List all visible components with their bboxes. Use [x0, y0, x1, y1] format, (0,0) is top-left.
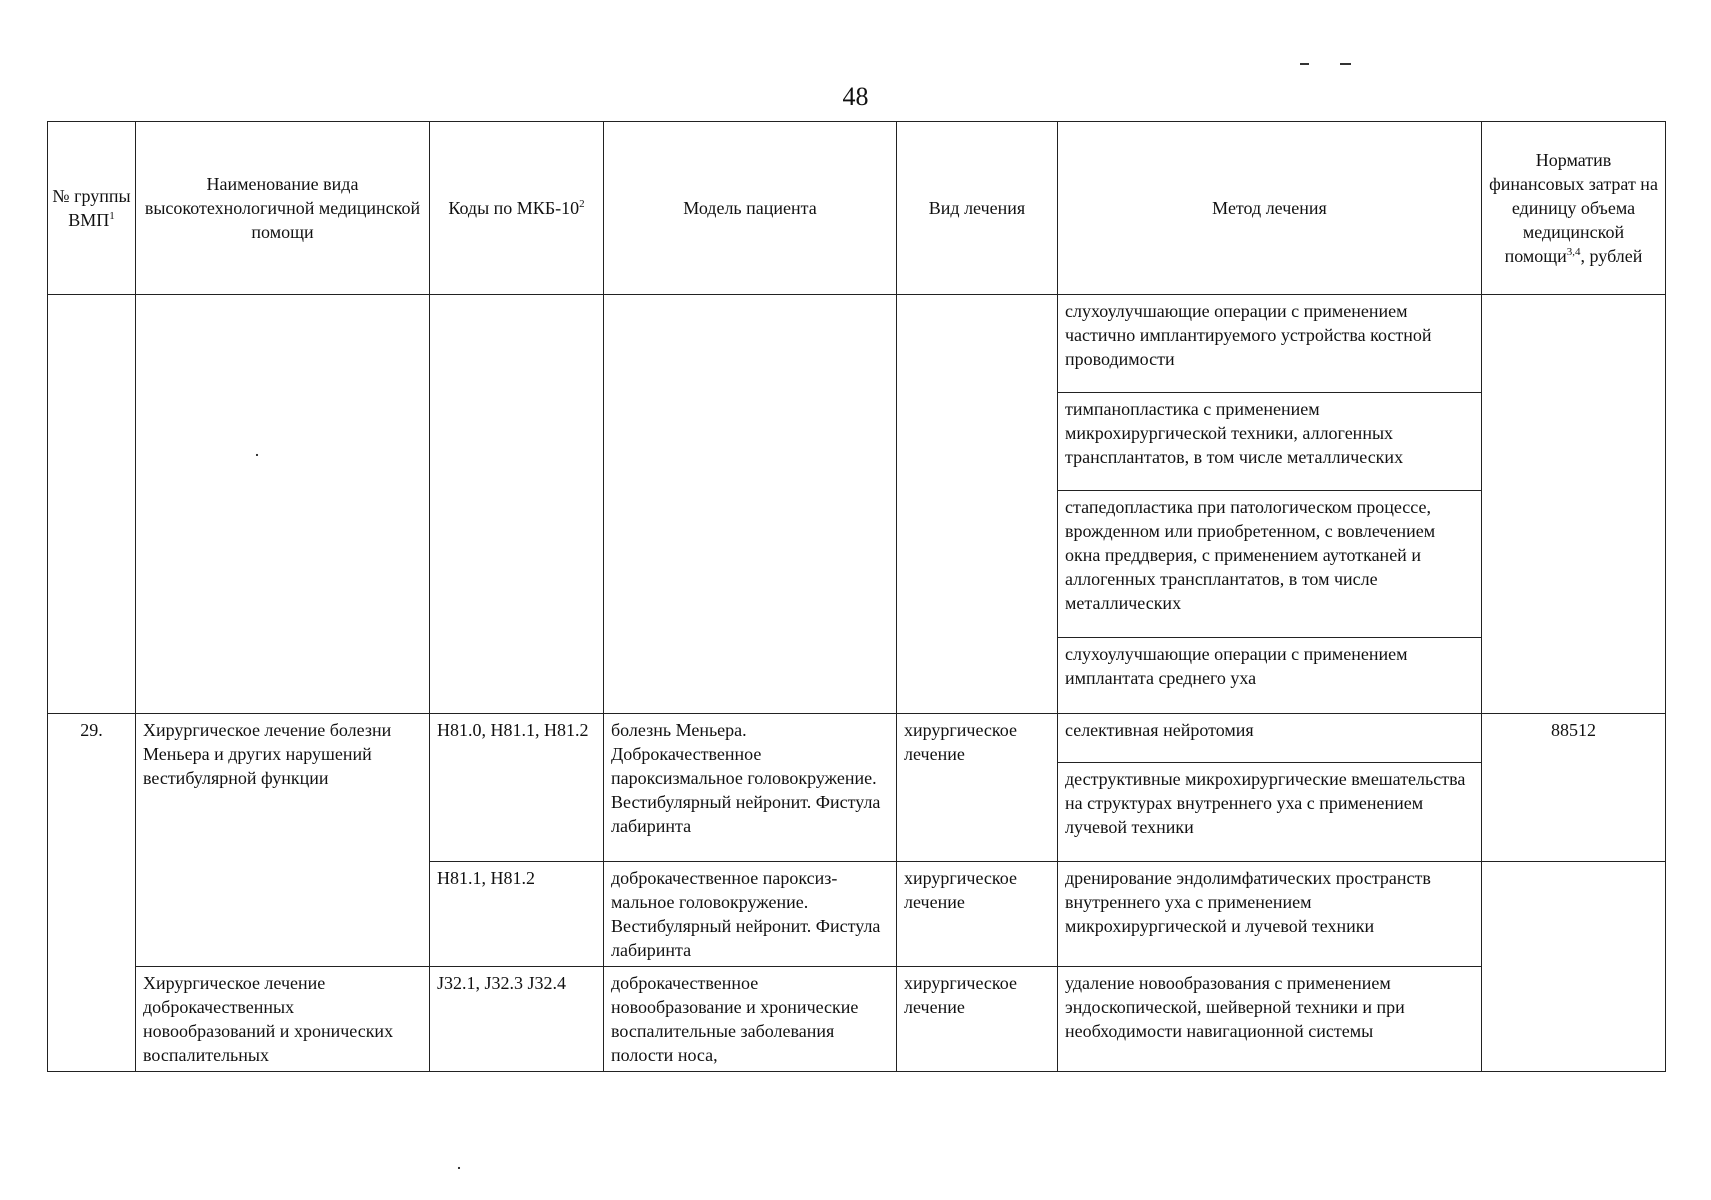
group-number: 29.: [48, 714, 136, 1072]
icd-codes: J32.1, J32.3 J32.4: [430, 967, 604, 1072]
method-cell: слухоулучшающие операции с применением частично имплантируемого устройства костной проводимости: [1058, 295, 1482, 393]
vmp-name: Хирургическое лечение болезни Меньера и других нарушений вестибулярной функции: [136, 714, 430, 967]
treatment-type: хирургическое лечение: [897, 967, 1058, 1072]
icd-codes: H81.1, H81.2: [430, 862, 604, 967]
scan-mark: [1340, 63, 1351, 65]
method-cell: слухоулучшающие операции с применением имплантата среднего уха: [1058, 638, 1482, 714]
treatment-type: хирургическое лечение: [897, 714, 1058, 862]
icd-codes: H81.0, H81.1, H81.2: [430, 714, 604, 862]
scan-mark: [1300, 63, 1309, 65]
header-codes: Коды по МКБ-$10^2$: [430, 122, 604, 295]
table-row: [48, 967, 1666, 1072]
table-row: [48, 714, 1666, 763]
method-cell: стапедопластика при патологическом процессе, врожденном или приобретенном, с вовлечением окна преддверия, с применением аутотканей и аллогенных трансплантатов, в том числе металлических: [1058, 491, 1482, 638]
header-model: Модель пациента: [604, 122, 897, 295]
header-norm: Норматив финансовых затрат на единицу объема медицинской помощи$^{3,4}$, рублей: [1482, 122, 1666, 295]
scan-dot: ·: [456, 1158, 462, 1178]
method-cell: деструктивные микрохирургические вмешательства на структурах внутреннего уха с применением лучевой техники: [1058, 763, 1482, 862]
page-number: 48: [842, 82, 869, 111]
norm-value: 88512: [1482, 714, 1666, 862]
header-method: Метод лечения: [1058, 122, 1482, 295]
scan-dot: ·: [254, 445, 260, 465]
table-header-row: [48, 122, 1666, 295]
header-name: Наименование вида высокотехнологичной медицинской помощи: [136, 122, 430, 295]
vmp-table: [47, 121, 1666, 1072]
method-cell: удаление новообразования с применением эндоскопической, шейверной техники и при необходимости навигационной системы: [1058, 967, 1482, 1072]
patient-model: доброкачественное пароксиз-мальное головокружение. Вестибулярный нейронит. Фистула лабиринта: [604, 862, 897, 967]
patient-model: доброкачественное новообразование и хронические воспалительные заболевания полости носа,: [604, 967, 897, 1072]
patient-model: болезнь Меньера. Доброкачественное пароксизмальное головокружение. Вестибулярный нейронит. Фистула лабиринта: [604, 714, 897, 862]
vmp-name: Хирургическое лечение доброкачественных новообразований и хронических воспалительных: [136, 967, 430, 1072]
method-cell: дренирование эндолимфатических пространств внутреннего уха с применением микрохирургической и лучевой техники: [1058, 862, 1482, 967]
method-cell: селективная нейротомия: [1058, 714, 1482, 763]
method-cell: тимпанопластика с применением микрохирургической техники, аллогенных трансплантатов, в том числе металлических: [1058, 393, 1482, 491]
table-row: [48, 295, 1666, 393]
header-group-no: № группы ВМП$^1$: [48, 122, 136, 295]
treatment-type: хирургическое лечение: [897, 862, 1058, 967]
header-treatment-type: Вид лечения: [897, 122, 1058, 295]
